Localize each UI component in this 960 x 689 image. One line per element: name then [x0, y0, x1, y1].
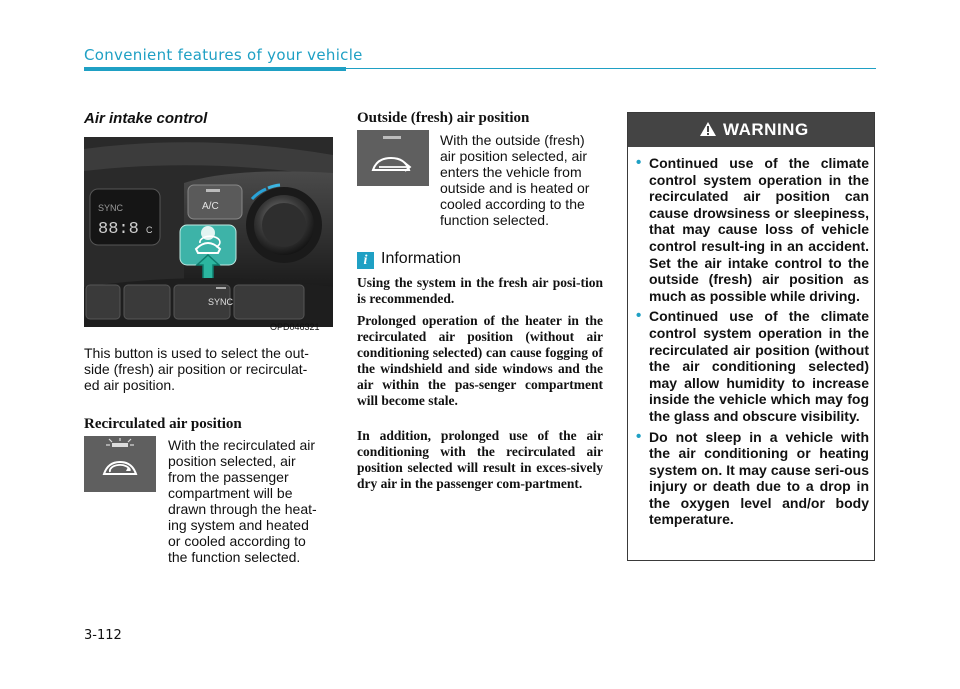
bullet-icon: • [636, 307, 642, 325]
bullet-icon: • [636, 427, 642, 445]
header-accent-bar [84, 67, 346, 71]
display-temperature: 88:8 [98, 220, 139, 239]
info-paragraph-2: Prolonged operation of the heater in the recirculated air position (without air conditioning selected) can cause fogging of the windshield and side windows and the air within the pas-senger compartment will become stale. [357, 313, 603, 408]
recirc-paragraph [168, 437, 335, 565]
intro-line: ed air position. [84, 377, 176, 393]
info-icon: i [357, 252, 374, 269]
warning-item [636, 155, 869, 304]
outside-line: enters the vehicle from [440, 164, 582, 180]
outside-heading: Outside (fresh) air position [357, 110, 530, 126]
warning-item-text: Do not sleep in a vehicle with the air conditioning or heating system on. It may cause seri-ous injury or death due to a drop in the oxygen level and/or body temperature. [649, 428, 869, 528]
recirc-line: ing system and heated [168, 517, 309, 533]
recirc-line: the function selected. [168, 549, 301, 565]
display-sync-label: SYNC [98, 203, 124, 213]
display-unit: C [146, 225, 153, 235]
recirculated-air-icon [84, 436, 156, 492]
outside-line: With the outside (fresh) [440, 132, 585, 148]
recirc-line: compartment will be [168, 485, 293, 501]
warning-item [636, 429, 869, 529]
recirc-line: position selected, air [168, 453, 296, 469]
outside-line: cooled according to the [440, 196, 585, 212]
ac-button-label: A/C [202, 201, 219, 212]
recirc-line: from the passenger [168, 469, 289, 485]
photo-caption: OPD046321 [270, 322, 320, 332]
header-rule [346, 68, 876, 69]
outside-air-icon [357, 130, 429, 186]
recirc-line: drawn through the heat- [168, 501, 317, 517]
recirc-line: or cooled according to [168, 533, 306, 549]
section-title: Air intake control [84, 110, 208, 127]
sync-button-label: SYNC [208, 297, 234, 307]
warning-title: WARNING [723, 120, 809, 139]
climate-panel-illustration [84, 137, 333, 327]
warning-item-text: Continued use of the climate control system operation in the recirculated air position can cause drowsiness or sleepiness, that may cause loss of vehicle control result-ing in an accident. Set the air intake control to the outside (fresh) air position as much as possible while driving. [649, 155, 869, 304]
outside-paragraph [440, 132, 602, 228]
header-title: Convenient features of your vehicle [84, 46, 363, 64]
intro-paragraph [84, 345, 309, 393]
warning-list [636, 155, 869, 532]
climate-control-photo [84, 137, 333, 327]
recirc-heading: Recirculated air position [84, 416, 242, 432]
warning-item-text: Continued use of the climate control system operation in the recirculated air position (without the air conditioning selected) may allow humidity to increase inside the vehicle which may fog the glass and obscure visibility. [649, 308, 869, 424]
bullet-icon: • [636, 154, 642, 171]
warning-header [628, 113, 874, 147]
outside-line: outside and is heated or [440, 180, 590, 196]
outside-line: air position selected, air [440, 148, 588, 164]
warning-triangle-icon [699, 121, 717, 137]
info-title: Information [381, 250, 462, 267]
warning-item [636, 308, 869, 424]
info-paragraph-1: Using the system in the fresh air posi-tion is recommended. [357, 275, 603, 306]
intro-line: side (fresh) air position or recirculat- [84, 361, 308, 377]
info-paragraph-3: In addition, prolonged use of the air conditioning with the recirculated air position selected will result in exces-sively dry air in the passenger com-partment. [357, 428, 603, 491]
page-number: 3-112 [84, 628, 122, 643]
intro-line: This button is used to select the out- [84, 345, 309, 361]
recirc-line: With the recirculated air [168, 437, 316, 453]
outside-line: function selected. [440, 212, 549, 228]
